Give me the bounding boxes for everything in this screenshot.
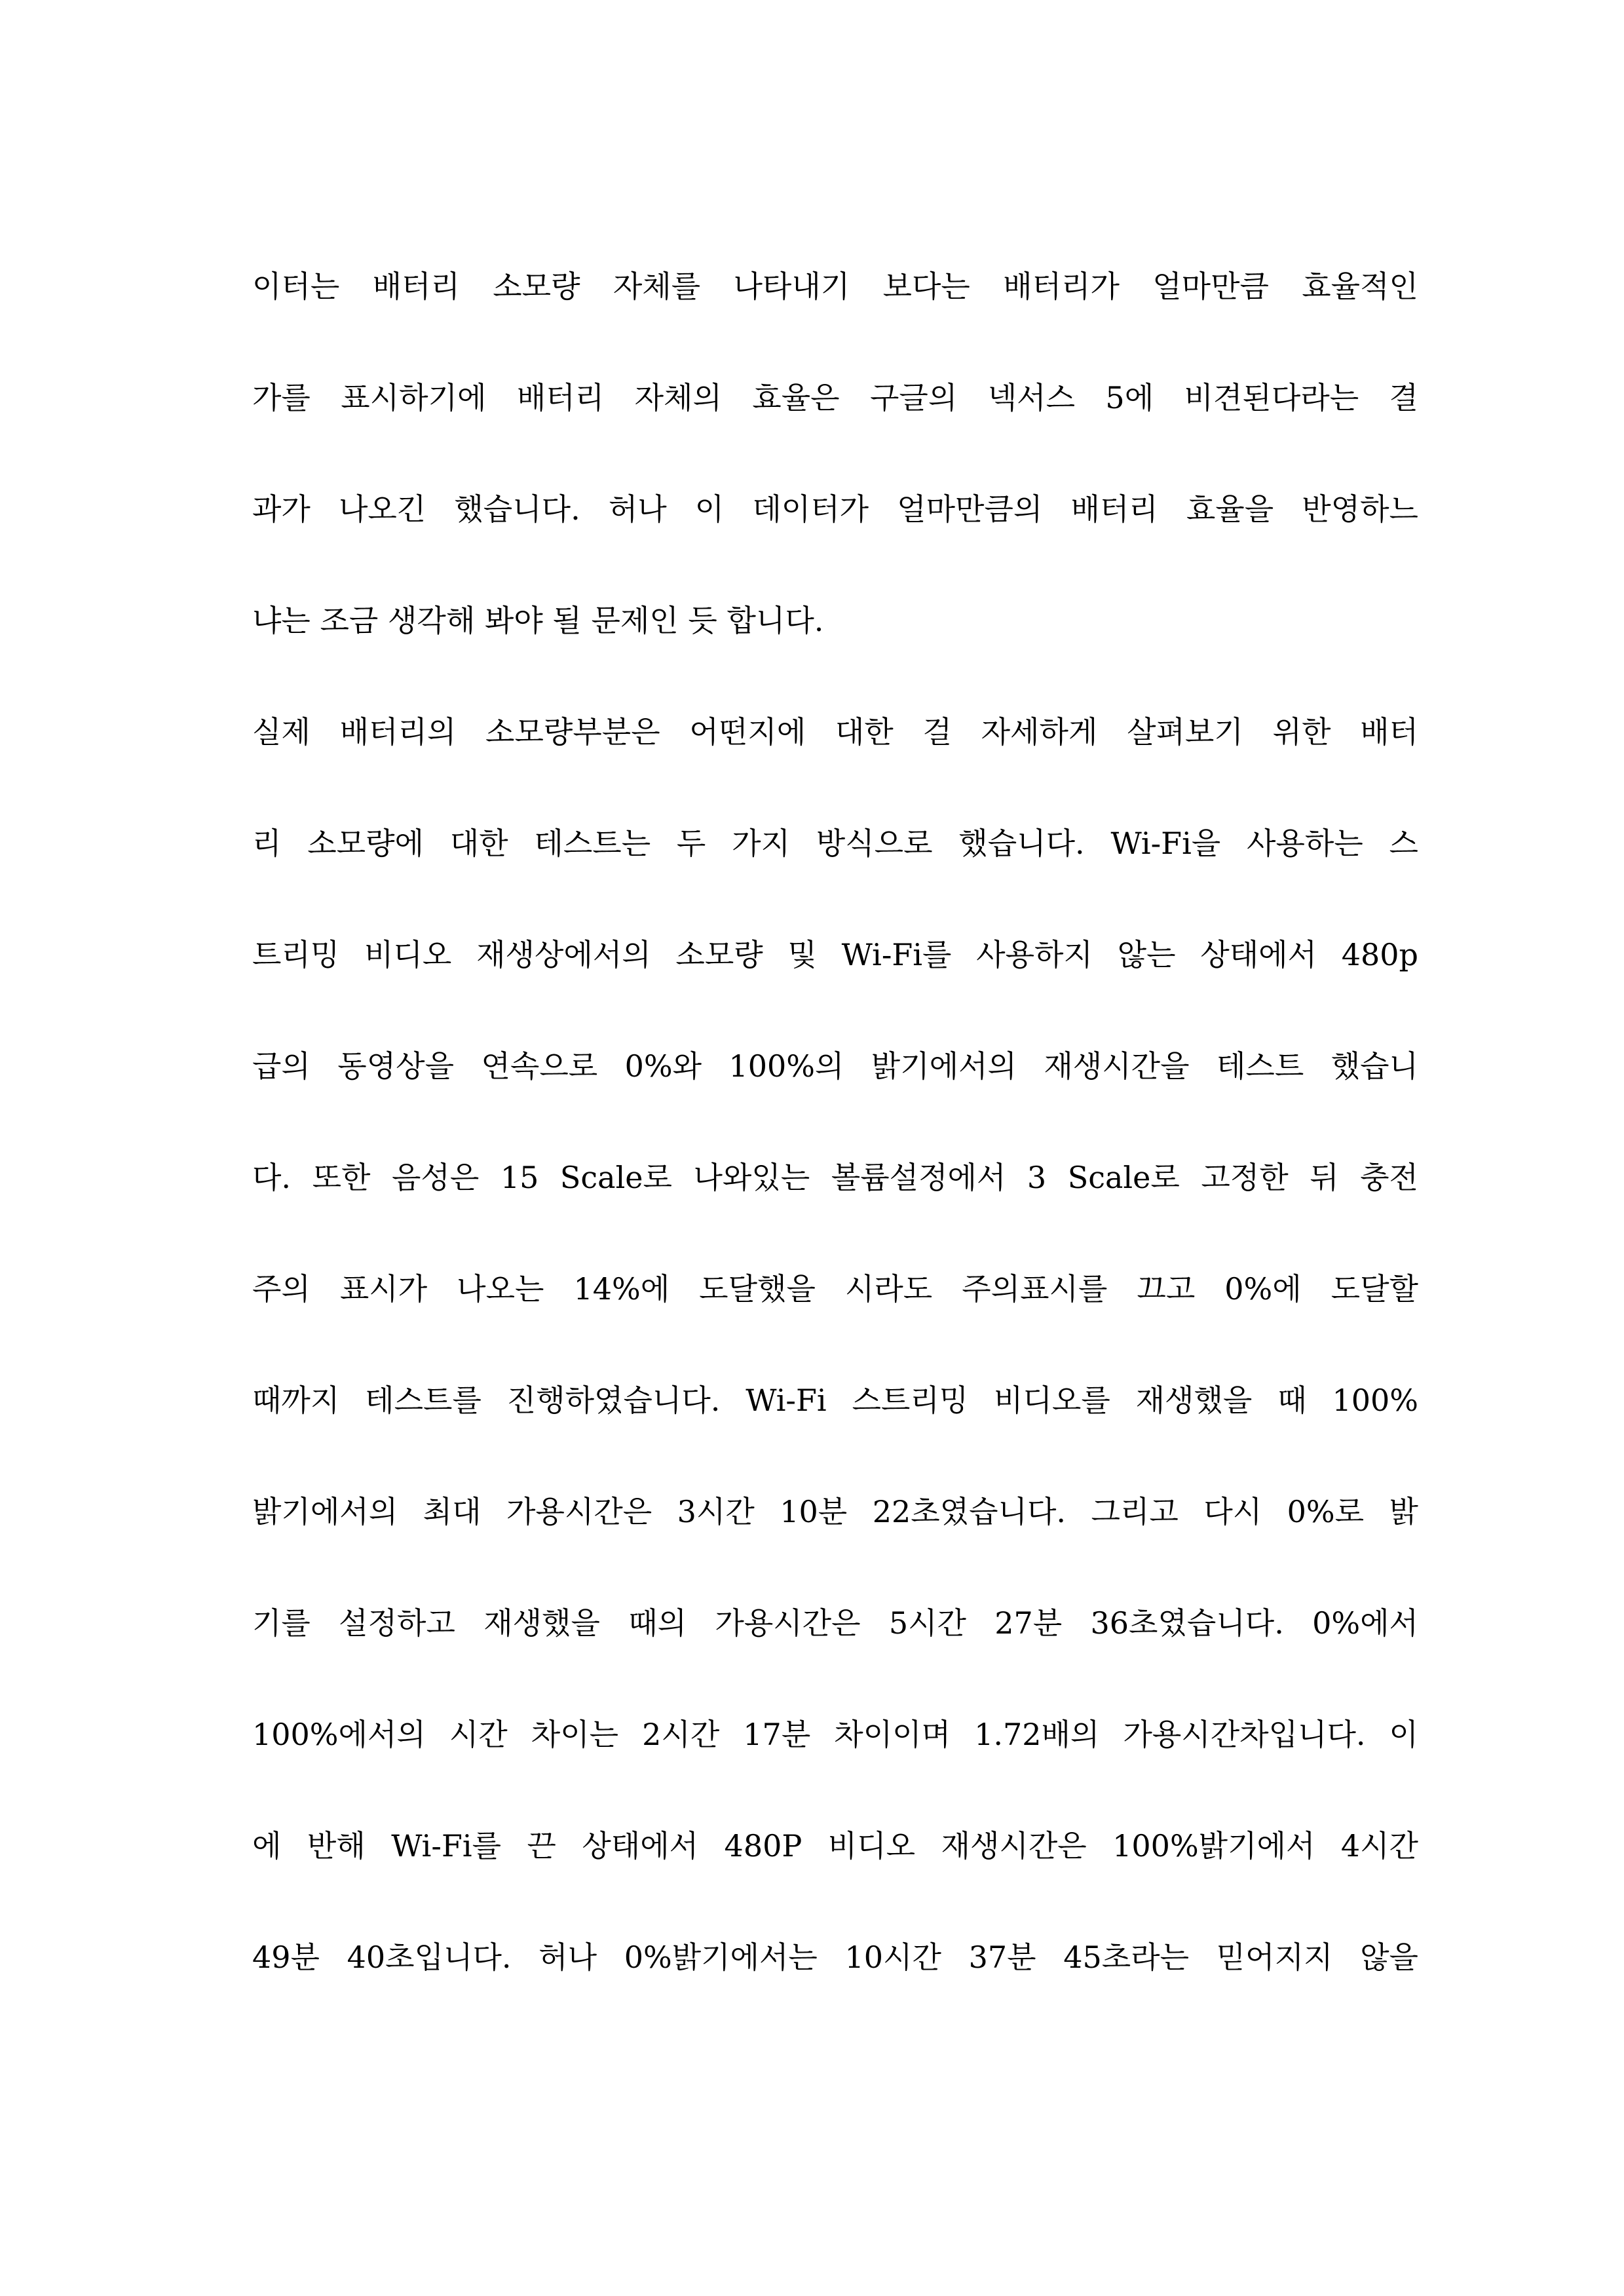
text-line: 급의 동영상을 연속으로 0%와 100%의 밝기에서의 재생시간을 테스트 했습니 bbox=[252, 1048, 1418, 1084]
text-line: 이터는 배터리 소모량 자체를 나타내기 보다는 배터리가 얼마만큼 효율적인 bbox=[252, 269, 1418, 304]
body-text bbox=[252, 231, 1418, 2013]
text-line: 트리밍 비디오 재생상에서의 소모량 및 Wi-Fi를 사용하지 않는 상태에서 480p bbox=[252, 937, 1418, 972]
text-line: 기를 설정하고 재생했을 때의 가용시간은 5시간 27분 36초였습니다. 0%에서 bbox=[252, 1605, 1418, 1641]
text-line: 가를 표시하기에 배터리 자체의 효율은 구글의 넥서스 5에 비견된다라는 결 bbox=[252, 380, 1418, 415]
text-line: 리 소모량에 대한 테스트는 두 가지 방식으로 했습니다. Wi-Fi을 사용하는 스 bbox=[252, 826, 1418, 861]
text-line: 다. 또한 음성은 15 Scale로 나와있는 볼륨설정에서 3 Scale로 고정한 뒤 충전 bbox=[252, 1160, 1418, 1195]
text-line: 밝기에서의 최대 가용시간은 3시간 10분 22초였습니다. 그리고 다시 0%로 밝 bbox=[252, 1494, 1418, 1529]
text-line: 100%에서의 시간 차이는 2시간 17분 차이이며 1.72배의 가용시간차입니다. 이 bbox=[252, 1717, 1418, 1752]
text-line: 49분 40초입니다. 허나 0%밝기에서는 10시간 37분 45초라는 믿어지지 않을 bbox=[252, 1940, 1418, 1975]
text-line: 때까지 테스트를 진행하였습니다. Wi-Fi 스트리밍 비디오를 재생했을 때 100% bbox=[252, 1383, 1418, 1418]
text-line: 주의 표시가 나오는 14%에 도달했을 시라도 주의표시를 끄고 0%에 도달할 bbox=[252, 1271, 1418, 1307]
text-line: 실제 배터리의 소모량부분은 어떤지에 대한 걸 자세하게 살펴보기 위한 배터 bbox=[252, 714, 1418, 750]
text-line: 과가 나오긴 했습니다. 허나 이 데이터가 얼마만큼의 배터리 효율을 반영하느 bbox=[252, 491, 1418, 527]
text-line: 냐는 조금 생각해 봐야 될 문제인 듯 합니다. bbox=[252, 603, 824, 638]
text-line: 에 반해 Wi-Fi를 끈 상태에서 480P 비디오 재생시간은 100%밝기에서 4시간 bbox=[252, 1828, 1418, 1864]
